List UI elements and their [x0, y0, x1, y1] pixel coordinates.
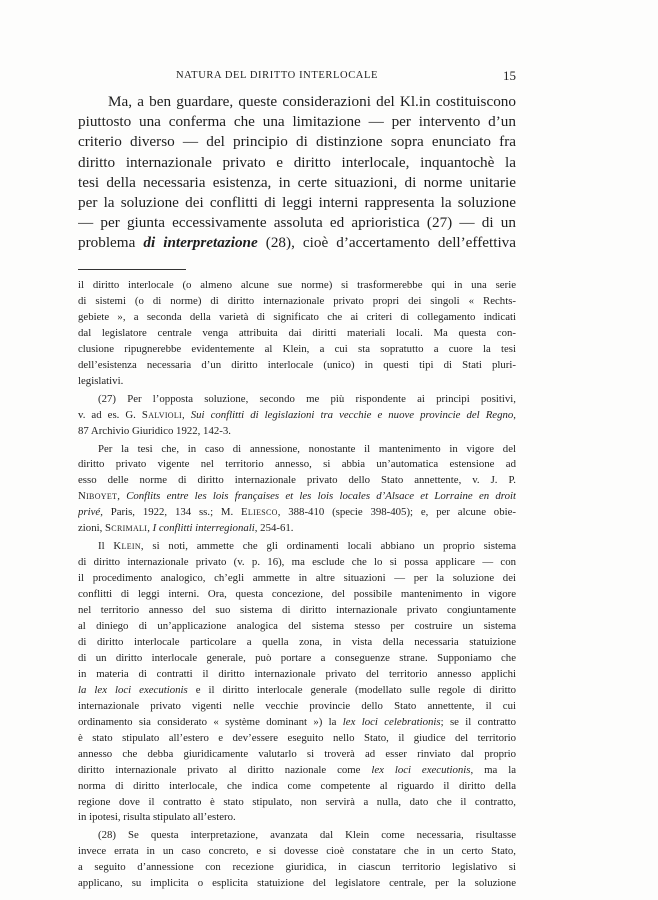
- footnote-line: di diritto interlocale particolare a quella zona, in vista della necessaria statuizione: [78, 635, 516, 648]
- footnote-line: il diritto interlocale (o almeno alcune sue norme) si trasformerebbe qui in una serie: [78, 279, 516, 291]
- text-fragment: ; se il contratto: [440, 715, 516, 728]
- footnote-line: 87 Archivio Giuridico 1922, 142-3.: [78, 424, 231, 437]
- footnote-line: clusione ripugnerebbe evidentemente al Klein, a cui sta sopratutto a cuore la tesi: [78, 342, 516, 355]
- footnote-line: dell’esistenza necessaria d’un diritto interlocale (unico) in questi tipi di Stati pluri-: [78, 358, 516, 371]
- text-fragment: ,: [513, 408, 516, 421]
- footnote-line: dal legislatore centrale venga attribuita dai diritti materiali locali. Ma questa con-: [78, 326, 516, 339]
- main-text-fragment: problema: [78, 234, 144, 252]
- footnote-carryover: [78, 278, 516, 390]
- page-number: 15: [503, 68, 516, 83]
- text-fragment: ,: [182, 408, 191, 421]
- footnote-line: norma di diritto interlocale, che indica come competente al riguardo il diritto della: [78, 779, 516, 792]
- footnote-line: internazionale privato vigenti nelle vecchie provincie dello Stato annettente, il cui: [78, 699, 516, 712]
- footnote-line: legislativi.: [78, 374, 124, 387]
- footnote-line: esso delle norme di diritto internazionale privato dello Stato annettente, v. J. P.: [78, 474, 516, 487]
- text-fragment: , 388-410 (specie 398-405); e, per alcune obie-: [277, 506, 516, 519]
- author-name: Salvioli: [141, 408, 183, 421]
- main-text-line: tesi della necessaria esistenza, in certe situazioni, di norme unitarie: [78, 173, 516, 191]
- footnote-27: [78, 392, 516, 440]
- footnote-line: conflitti di leggi interni. Ora, questa concezione, del possibile mantenimento in vigore: [78, 588, 516, 601]
- text-fragment: Il: [98, 540, 114, 553]
- footnote-line: è stato stipulato all’estero e dev’essere eseguito nello Stato, il giudice del territorio: [78, 731, 516, 744]
- latin-term: lex loci celebrationis: [342, 715, 441, 728]
- author-name: Niboyet: [78, 490, 118, 503]
- text-fragment: , Paris, 1922, 134 ss.; M.: [100, 506, 242, 519]
- work-title: privé: [78, 506, 101, 519]
- footnote-line: in ipotesi, risulta stipulato all’estero.: [78, 811, 236, 824]
- running-title: NATURA DEL DIRITTO INTERLOCALE: [175, 70, 379, 81]
- footnote-line: al diniego di un’applicazione analogica del sistema stesso per costruire un sistema: [78, 620, 516, 633]
- main-text-line: [78, 233, 516, 253]
- work-title: I conflitti interregionali: [152, 522, 255, 535]
- main-text-line: diritto internazionale privato e diritto interlocale, inquantochè la: [78, 153, 516, 171]
- footnote-line: di sistemi (o di norme) di diritto internazionale privato propri dei singoli « Rechts-: [78, 294, 516, 307]
- latin-term: lex loci executionis: [371, 763, 471, 776]
- text-fragment: e il diritto interlocale generale (modellato sulle regole di diritto: [187, 683, 516, 696]
- main-text-fragment: (28), cioè d’accertamento dell’effettiva: [257, 234, 516, 252]
- text-fragment: , 254-61.: [254, 522, 294, 535]
- footnote-line: [78, 505, 516, 521]
- text-fragment: diritto internazionale privato al diritto nazionale come: [78, 763, 372, 776]
- footnote-line: [78, 521, 516, 537]
- footnote-annexation-paragraph: [78, 442, 516, 538]
- text-fragment: zioni,: [78, 522, 105, 535]
- text-fragment: ,: [117, 490, 127, 503]
- latin-term: la lex loci executionis: [78, 683, 188, 696]
- emphasized-phrase: di interpretazione: [143, 234, 258, 252]
- author-name: Eliesco: [241, 506, 278, 519]
- footnote-line: diritto privato vigente nel territorio annesso, si abbia un’automatica estensione ad: [78, 458, 516, 471]
- text-fragment: v. ad es. G.: [78, 408, 142, 421]
- footnote-line: nel territorio annesso del suo sistema di diritto internazionale privato congiuntamente: [78, 604, 516, 617]
- author-name: Scrimali: [105, 522, 148, 535]
- footnote-separator: [78, 269, 186, 270]
- main-text-line: Ma, a ben guardare, queste considerazioni del Kl.in costituiscono: [108, 93, 516, 110]
- footnote-line: a seguito d’annessione con recezione giuridica, in ciascun territorio legislativo si: [78, 861, 516, 874]
- footnote-line: (28) Se questa interpretazione, avanzata dal Klein come necessaria, risultasse: [98, 829, 516, 842]
- main-text-line: criterio diverso — del principio di distinzione sopra enunciato fra: [78, 133, 516, 151]
- footnote-line: di diritto internazionale privato (v. p. 16), ma esclude che lo si possa applicare — con: [78, 556, 516, 569]
- footnote-line: in materia di contratti il diritto internazionale privato del territorio annesso applichi: [78, 667, 516, 680]
- footnote-line: [78, 489, 516, 505]
- footnote-line: il procedimento analogico, ch’egli ammette in altre situazioni — per la soluzione dei: [78, 572, 516, 585]
- footnote-line: di un diritto interlocale generale, può portare a conseguenze strane. Supponiamo che: [78, 651, 516, 664]
- footnote-line: (27) Per l’opposta soluzione, secondo me più rispondente ai principi positivi,: [98, 392, 516, 405]
- footnote-line: gebiete », a seconda della varietà di significato che ai criteri di collegamento indicati: [78, 310, 516, 323]
- text-fragment: ordinamento sia considerato « système dominant ») la: [78, 715, 343, 728]
- footnote-line: [78, 408, 516, 424]
- footnote-line: [78, 683, 516, 699]
- work-title: Sui conflitti di legislazioni tra vecchie e nuove provincie del Regno: [190, 408, 514, 421]
- main-text: [78, 92, 516, 254]
- text-fragment: ,: [147, 522, 153, 535]
- footnote-line: [78, 715, 516, 731]
- page-header: [78, 68, 516, 84]
- main-text-line: piuttosto una conferma che una limitazione — per intervento d’un: [78, 113, 516, 131]
- main-text-line: — per giunta eccessivamente assoluta ed aprioristica (27) — di un: [78, 214, 516, 232]
- footnotes: [78, 278, 516, 894]
- author-name: Klein: [113, 540, 141, 553]
- footnote-28: [78, 828, 516, 892]
- footnote-line: [78, 539, 516, 555]
- footnote-line: [78, 763, 516, 779]
- text-fragment: , ma la: [470, 763, 516, 776]
- footnote-line: applicano, su implicita o esplicita statuizione del legislatore centrale, per la soluzione: [78, 877, 516, 890]
- footnote-line: regione dove il contratto è stato stipulato, non servirà a nulla, dato che il contratto,: [78, 795, 516, 808]
- main-text-line: per la soluzione dei conflitti di leggi interni rappresenta la soluzione: [78, 194, 516, 212]
- footnote-line: annesso che debba giuridicamente valutarlo si troverà ad esser rinviato dal proprio: [78, 747, 516, 760]
- footnote-klein-paragraph: [78, 539, 516, 826]
- text-fragment: , si noti, ammette che gli ordinamenti locali abbiano un proprio sistema: [140, 540, 516, 553]
- footnote-line: invece errata in un caso concreto, e si dovesse cioè constatare che in un certo Stato,: [78, 845, 516, 858]
- footnote-line: Per la tesi che, in caso di annessione, nonostante il mantenimento in vigore del: [98, 442, 516, 455]
- work-title: Conflits entre les lois françaises et les lois locales d’Alsace et Lorraine en droit: [126, 490, 516, 503]
